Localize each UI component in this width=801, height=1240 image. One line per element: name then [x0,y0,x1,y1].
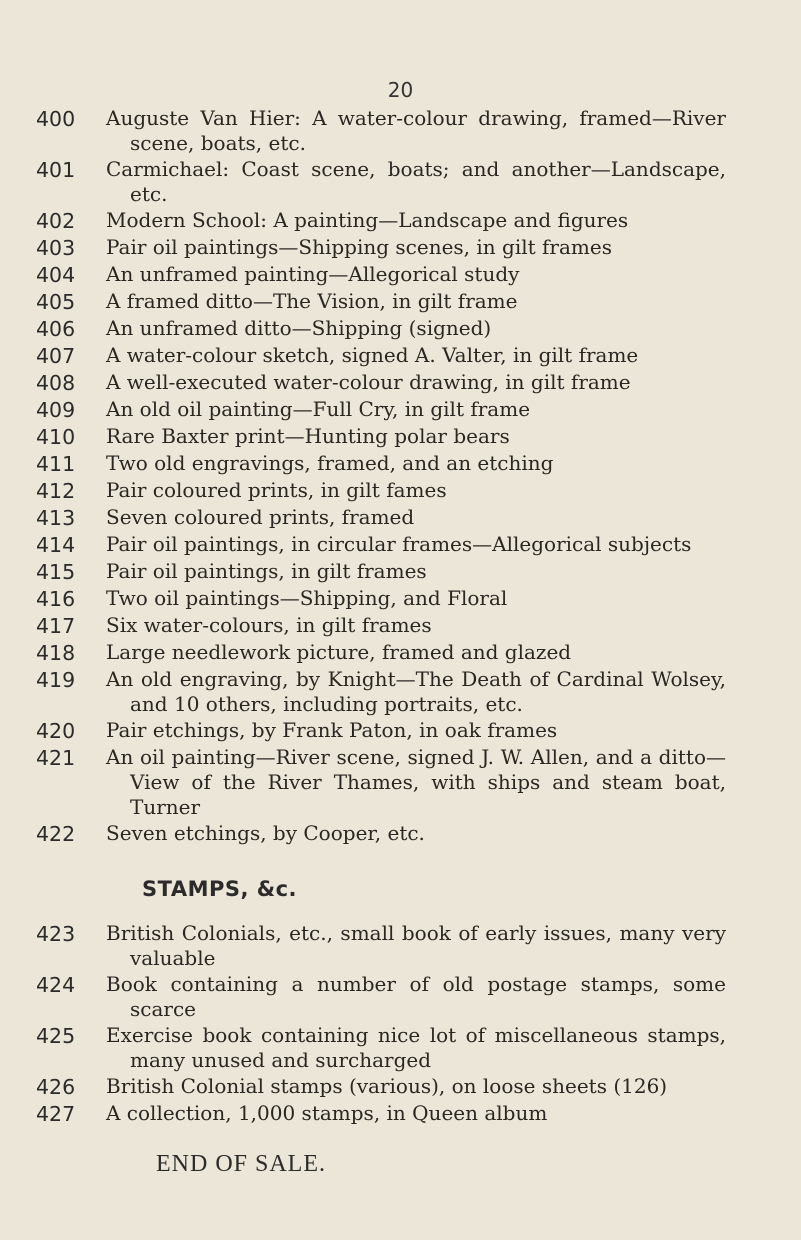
lot-description: Pair coloured prints, in gilt fames [106,478,447,502]
lot-entry [36,505,726,531]
lot-description: Rare Baxter print—Hunting polar bears [106,424,510,448]
lot-entry [36,235,726,261]
lot-entry [36,667,726,717]
lot-description: A water-colour sketch, signed A. Valter, in gilt frame [106,343,639,367]
lot-number: 423 [36,922,76,946]
lot-number: 416 [36,587,76,611]
lot-entry [36,316,726,342]
lot-number: 410 [36,425,76,449]
lot-entry [36,262,726,288]
lot-entry [36,640,726,666]
lots-stamps [36,921,726,1127]
lot-number: 402 [36,209,76,233]
lot-number: 420 [36,719,76,743]
lot-description: Modern School: A painting—Landscape and figures [106,208,629,232]
lot-list [36,106,726,1178]
lot-description: An unframed ditto—Shipping (signed) [106,316,492,340]
lot-entry [36,478,726,504]
lot-entry [36,397,726,423]
lot-entry [36,718,726,744]
lot-number: 404 [36,263,76,287]
lot-description: British Colonial stamps (various), on loose sheets (126) [106,1074,668,1098]
lot-description: Six water-colours, in gilt frames [106,613,432,637]
lot-entry [36,289,726,315]
lot-number: 411 [36,452,76,476]
lot-number: 419 [36,668,76,692]
lot-description: Pair oil paintings, in gilt frames [106,559,427,583]
lot-description: A collection, 1,000 stamps, in Queen album [106,1101,548,1125]
page-number: 20 [387,78,414,102]
lot-number: 415 [36,560,76,584]
lot-number: 401 [36,158,76,182]
lot-description: A well-executed water-colour drawing, in gilt frame [106,370,631,394]
lot-entry [36,921,726,971]
end-of-sale: END OF SALE. [156,1151,327,1177]
lot-description: Seven coloured prints, framed [106,505,415,529]
lot-description: Exercise book containing nice lot of miscellaneous stamps, many unused and surcharged [106,1023,726,1072]
lot-description: An unframed painting—Allegorical study [106,262,520,286]
lot-number: 409 [36,398,76,422]
lot-description: An oil painting—River scene, signed J. W. Allen, and a ditto—View of the River Thames, with ships and steam boat, Turner [106,745,726,819]
lot-number: 413 [36,506,76,530]
lot-description: Pair oil paintings, in circular frames—Allegorical subjects [106,532,692,556]
lot-entry [36,106,726,156]
lot-description: An old engraving, by Knight—The Death of Cardinal Wolsey, and 10 others, including portraits, etc. [106,667,726,716]
lot-number: 405 [36,290,76,314]
lot-entry [36,1101,726,1127]
lot-entry [36,208,726,234]
lot-entry [36,157,726,207]
lot-description: Book containing a number of old postage stamps, some scarce [106,972,726,1021]
lot-description: Large needlework picture, framed and glazed [106,640,572,664]
lot-entry [36,343,726,369]
lots-pictures [36,106,726,847]
lot-number: 421 [36,746,76,770]
lot-description: An old oil painting—Full Cry, in gilt frame [106,397,531,421]
lot-description: British Colonials, etc., small book of early issues, many very valuable [106,921,726,970]
lot-entry [36,1023,726,1073]
lot-number: 424 [36,973,76,997]
lot-entry [36,424,726,450]
lot-number: 422 [36,822,76,846]
lot-entry [36,972,726,1022]
lot-entry [36,532,726,558]
lot-number: 417 [36,614,76,638]
lot-entry [36,821,726,847]
lot-number: 400 [36,107,76,131]
lot-number: 412 [36,479,76,503]
lot-entry [36,559,726,585]
lot-number: 403 [36,236,76,260]
lot-number: 414 [36,533,76,557]
lot-entry [36,745,726,820]
lot-entry [36,613,726,639]
lot-entry [36,586,726,612]
lot-entry [36,370,726,396]
lot-description: Seven etchings, by Cooper, etc. [106,821,425,845]
lot-description: A framed ditto—The Vision, in gilt frame [106,289,518,313]
section-heading-stamps: STAMPS, &c. [142,877,298,901]
lot-description: Auguste Van Hier: A water-colour drawing, framed—River scene, boats, etc. [106,106,726,155]
lot-number: 406 [36,317,76,341]
lot-description: Carmichael: Coast scene, boats; and another—Landscape, etc. [106,157,726,206]
lot-description: Pair oil paintings—Shipping scenes, in gilt frames [106,235,612,259]
lot-number: 418 [36,641,76,665]
lot-description: Two old engravings, framed, and an etching [106,451,554,475]
lot-entry [36,1074,726,1100]
lot-description: Pair etchings, by Frank Paton, in oak frames [106,718,558,742]
lot-number: 408 [36,371,76,395]
lot-number: 427 [36,1102,76,1126]
lot-number: 426 [36,1075,76,1099]
lot-description: Two oil paintings—Shipping, and Floral [106,586,508,610]
lot-number: 407 [36,344,76,368]
lot-number: 425 [36,1024,76,1048]
lot-entry [36,451,726,477]
